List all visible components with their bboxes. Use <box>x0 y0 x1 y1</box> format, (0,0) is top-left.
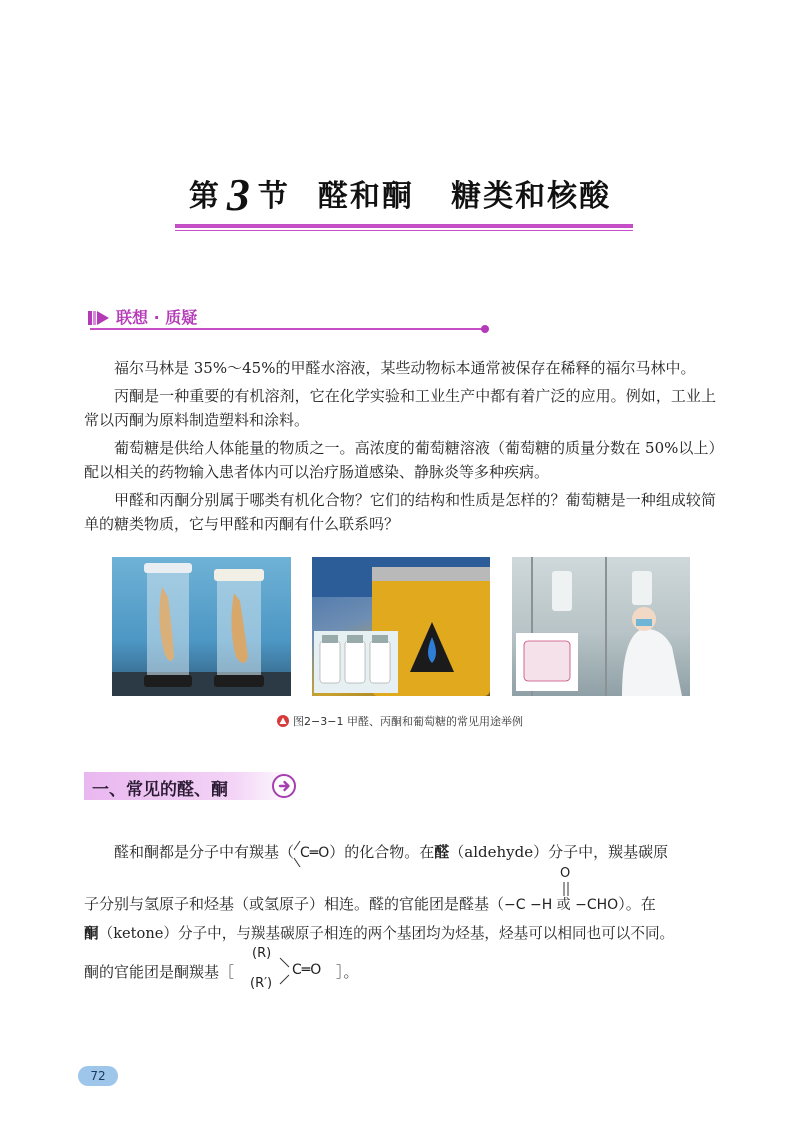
title-text: 醛和酮 糖类和核酸 <box>317 179 612 214</box>
iv-drip-photo <box>512 557 690 696</box>
arrow-right-icon <box>272 774 296 798</box>
body-line-1 <box>84 840 724 865</box>
paragraph-1: 福尔马林是 35%～45%的甲醛水溶液，某些动物标本通常被保存在稀释的福尔马林中。 <box>114 359 696 377</box>
carbonyl-text: C═O <box>300 845 330 861</box>
think-label: 联想 · 质疑 <box>116 308 198 327</box>
think-divider <box>90 328 485 330</box>
section-heading: 一、常见的醛、酮 <box>92 780 228 800</box>
carbonyl-formula <box>294 845 329 861</box>
page-number: 72 <box>78 1066 118 1086</box>
title-suffix: 节 <box>257 179 290 214</box>
paragraph-2: 丙酮是一种重要的有机溶剂，它在化学实验和工业生产中都有着广泛的应用。例如，工业上常以丙酮为原料制造塑料和涂料。 <box>84 387 716 429</box>
body-text: 子分别与氢原子和烃基（或氢原子）相连。醛的官能团是醛基（ <box>84 895 505 913</box>
page-title <box>0 168 800 221</box>
pencil-arrow-icon <box>88 309 110 327</box>
title-number: 3 <box>226 169 252 220</box>
title-prefix: 第 <box>188 179 221 214</box>
body-text: （aldehyde）分子中，羰基碳原 <box>449 843 669 861</box>
r-group-2: (R′) <box>250 976 273 991</box>
term-ketone: 酮 <box>84 925 99 942</box>
title-underline-thin <box>175 230 633 231</box>
specimen-jars-photo <box>112 557 291 696</box>
body-line-4-end: ］。 <box>336 963 359 981</box>
ketone-bonds <box>278 954 292 988</box>
body-text: ）。在 <box>618 895 656 913</box>
aldehyde-oxygen: O <box>560 866 571 881</box>
triangle-icon <box>277 715 289 727</box>
body-text: （ketone）分子中，与羰基碳原子相连的两个基团均为烃基，烃基可以相同也可以不同。 <box>98 925 675 942</box>
paragraph-3: 葡萄糖是供给人体能量的物质之一。高浓度的葡萄糖溶液（葡萄糖的质量分数在 50%以上）配以相关的药物输入患者体内可以治疗肠道感染、静脉炎等多种疾病。 <box>84 439 716 481</box>
paragraph-4: 甲醛和丙酮分别属于哪类有机化合物？它们的结构和性质是怎样的？葡萄糖是一种组成较简单的糖类物质，它与甲醛和丙酮有什么联系吗？ <box>84 491 716 533</box>
aldehyde-group-formula: −C −H 或 −CHO <box>504 897 619 913</box>
figure-caption <box>0 713 800 729</box>
body-text: 醛和酮都是分子中有羰基（ <box>114 843 295 861</box>
r-group-1: (R) <box>252 946 272 961</box>
body-text: 酮的官能团是酮羰基［ <box>84 963 235 981</box>
body-line-2 <box>84 892 724 917</box>
ketone-carbonyl: C═O <box>292 962 322 978</box>
title-underline <box>175 224 633 228</box>
term-aldehyde: 醛 <box>434 843 450 861</box>
body-line-4 <box>84 960 724 984</box>
paint-can-photo <box>312 557 490 696</box>
think-divider-dot <box>481 325 489 333</box>
body-line-3 <box>84 922 724 946</box>
body-text: ）的化合物。在 <box>329 843 435 861</box>
figure-caption-text: 图2−3−1 甲醛、丙酮和葡萄糖的常见用途举例 <box>293 715 523 728</box>
